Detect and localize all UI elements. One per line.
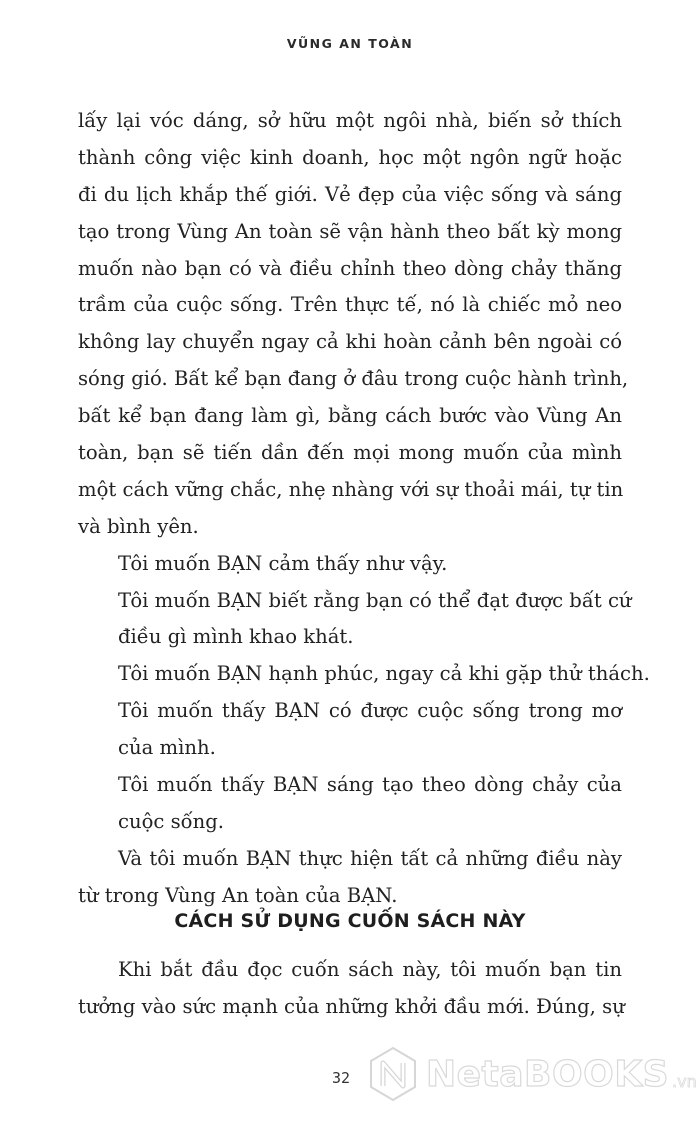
text-line: đi du lịch khắp thế giới. Vẻ đẹp của việc sống và sáng xyxy=(78,182,622,206)
text-line: điều gì mình khao khát. xyxy=(118,625,354,649)
paragraph xyxy=(78,841,622,915)
running-head: VŨNG AN TOÀN xyxy=(286,36,414,51)
text-line: một cách vững chắc, nhẹ nhàng với sự thoải mái, tự tin xyxy=(78,477,624,501)
paragraph xyxy=(78,583,632,657)
text-line: Tôi muốn BẠN hạnh phúc, ngay cả khi gặp thử thách. xyxy=(118,662,650,686)
page-number: 32 xyxy=(332,1069,351,1087)
paragraph xyxy=(78,103,629,546)
text-line: sóng gió. Bất kể bạn đang ở đâu trong cuộc hành trình, xyxy=(78,367,629,391)
text-line: Tôi muốn thấy BẠN sáng tạo theo dòng chảy của xyxy=(118,773,622,797)
netabooks-logo-icon xyxy=(368,1046,418,1102)
text-line: trầm của cuộc sống. Trên thực tế, nó là chiếc mỏ neo xyxy=(78,293,622,317)
text-line: Và tôi muốn BẠN thực hiện tất cả những điều này xyxy=(118,846,622,870)
watermark-brand: NetaBOOKS xyxy=(426,1053,670,1095)
section-heading: CÁCH SỬ DỤNG CUỐN SÁCH NÀY xyxy=(174,910,526,932)
text-line: bất kể bạn đang làm gì, bằng cách bước vào Vùng An xyxy=(78,404,622,428)
text-line: của mình. xyxy=(118,736,216,760)
text-line: Tôi muốn BẠN cảm thấy như vậy. xyxy=(118,551,448,575)
text-line: lấy lại vóc dáng, sở hữu một ngôi nhà, biến sở thích xyxy=(78,109,622,132)
section-body xyxy=(78,952,625,1026)
text-line: Khi bắt đầu đọc cuốn sách này, tôi muốn bạn tin xyxy=(118,958,622,981)
watermark-tld: .vn xyxy=(672,1071,697,1091)
text-line: tạo trong Vùng An toàn sẽ vận hành theo bất kỳ mong xyxy=(78,219,622,243)
text-line: cuộc sống. xyxy=(118,809,225,833)
text-line: Tôi muốn thấy BẠN có được cuộc sống trong mơ xyxy=(118,699,622,723)
text-line: và bình yên. xyxy=(78,514,199,538)
text-line: Tôi muốn BẠN biết rằng bạn có thể đạt được bất cứ xyxy=(118,588,632,612)
watermark xyxy=(368,1044,697,1104)
paragraph xyxy=(78,656,650,693)
paragraph xyxy=(78,546,622,583)
text-line: muốn nào bạn có và điều chỉnh theo dòng chảy thăng xyxy=(78,256,622,280)
body-text xyxy=(78,103,650,915)
paragraph xyxy=(78,952,625,1026)
text-line: toàn, bạn sẽ tiến dần đến mọi mong muốn của mình xyxy=(78,441,622,465)
text-line: tưởng vào sức mạnh của những khởi đầu mới. Đúng, sự xyxy=(78,994,625,1018)
text-line: từ trong Vùng An toàn của BẠN. xyxy=(78,883,398,907)
text-line: không lay chuyển ngay cả khi hoàn cảnh bên ngoài có xyxy=(78,330,622,354)
text-line: thành công việc kinh doanh, học một ngôn ngữ hoặc xyxy=(78,145,622,169)
paragraph xyxy=(78,693,622,767)
paragraph xyxy=(78,767,622,841)
